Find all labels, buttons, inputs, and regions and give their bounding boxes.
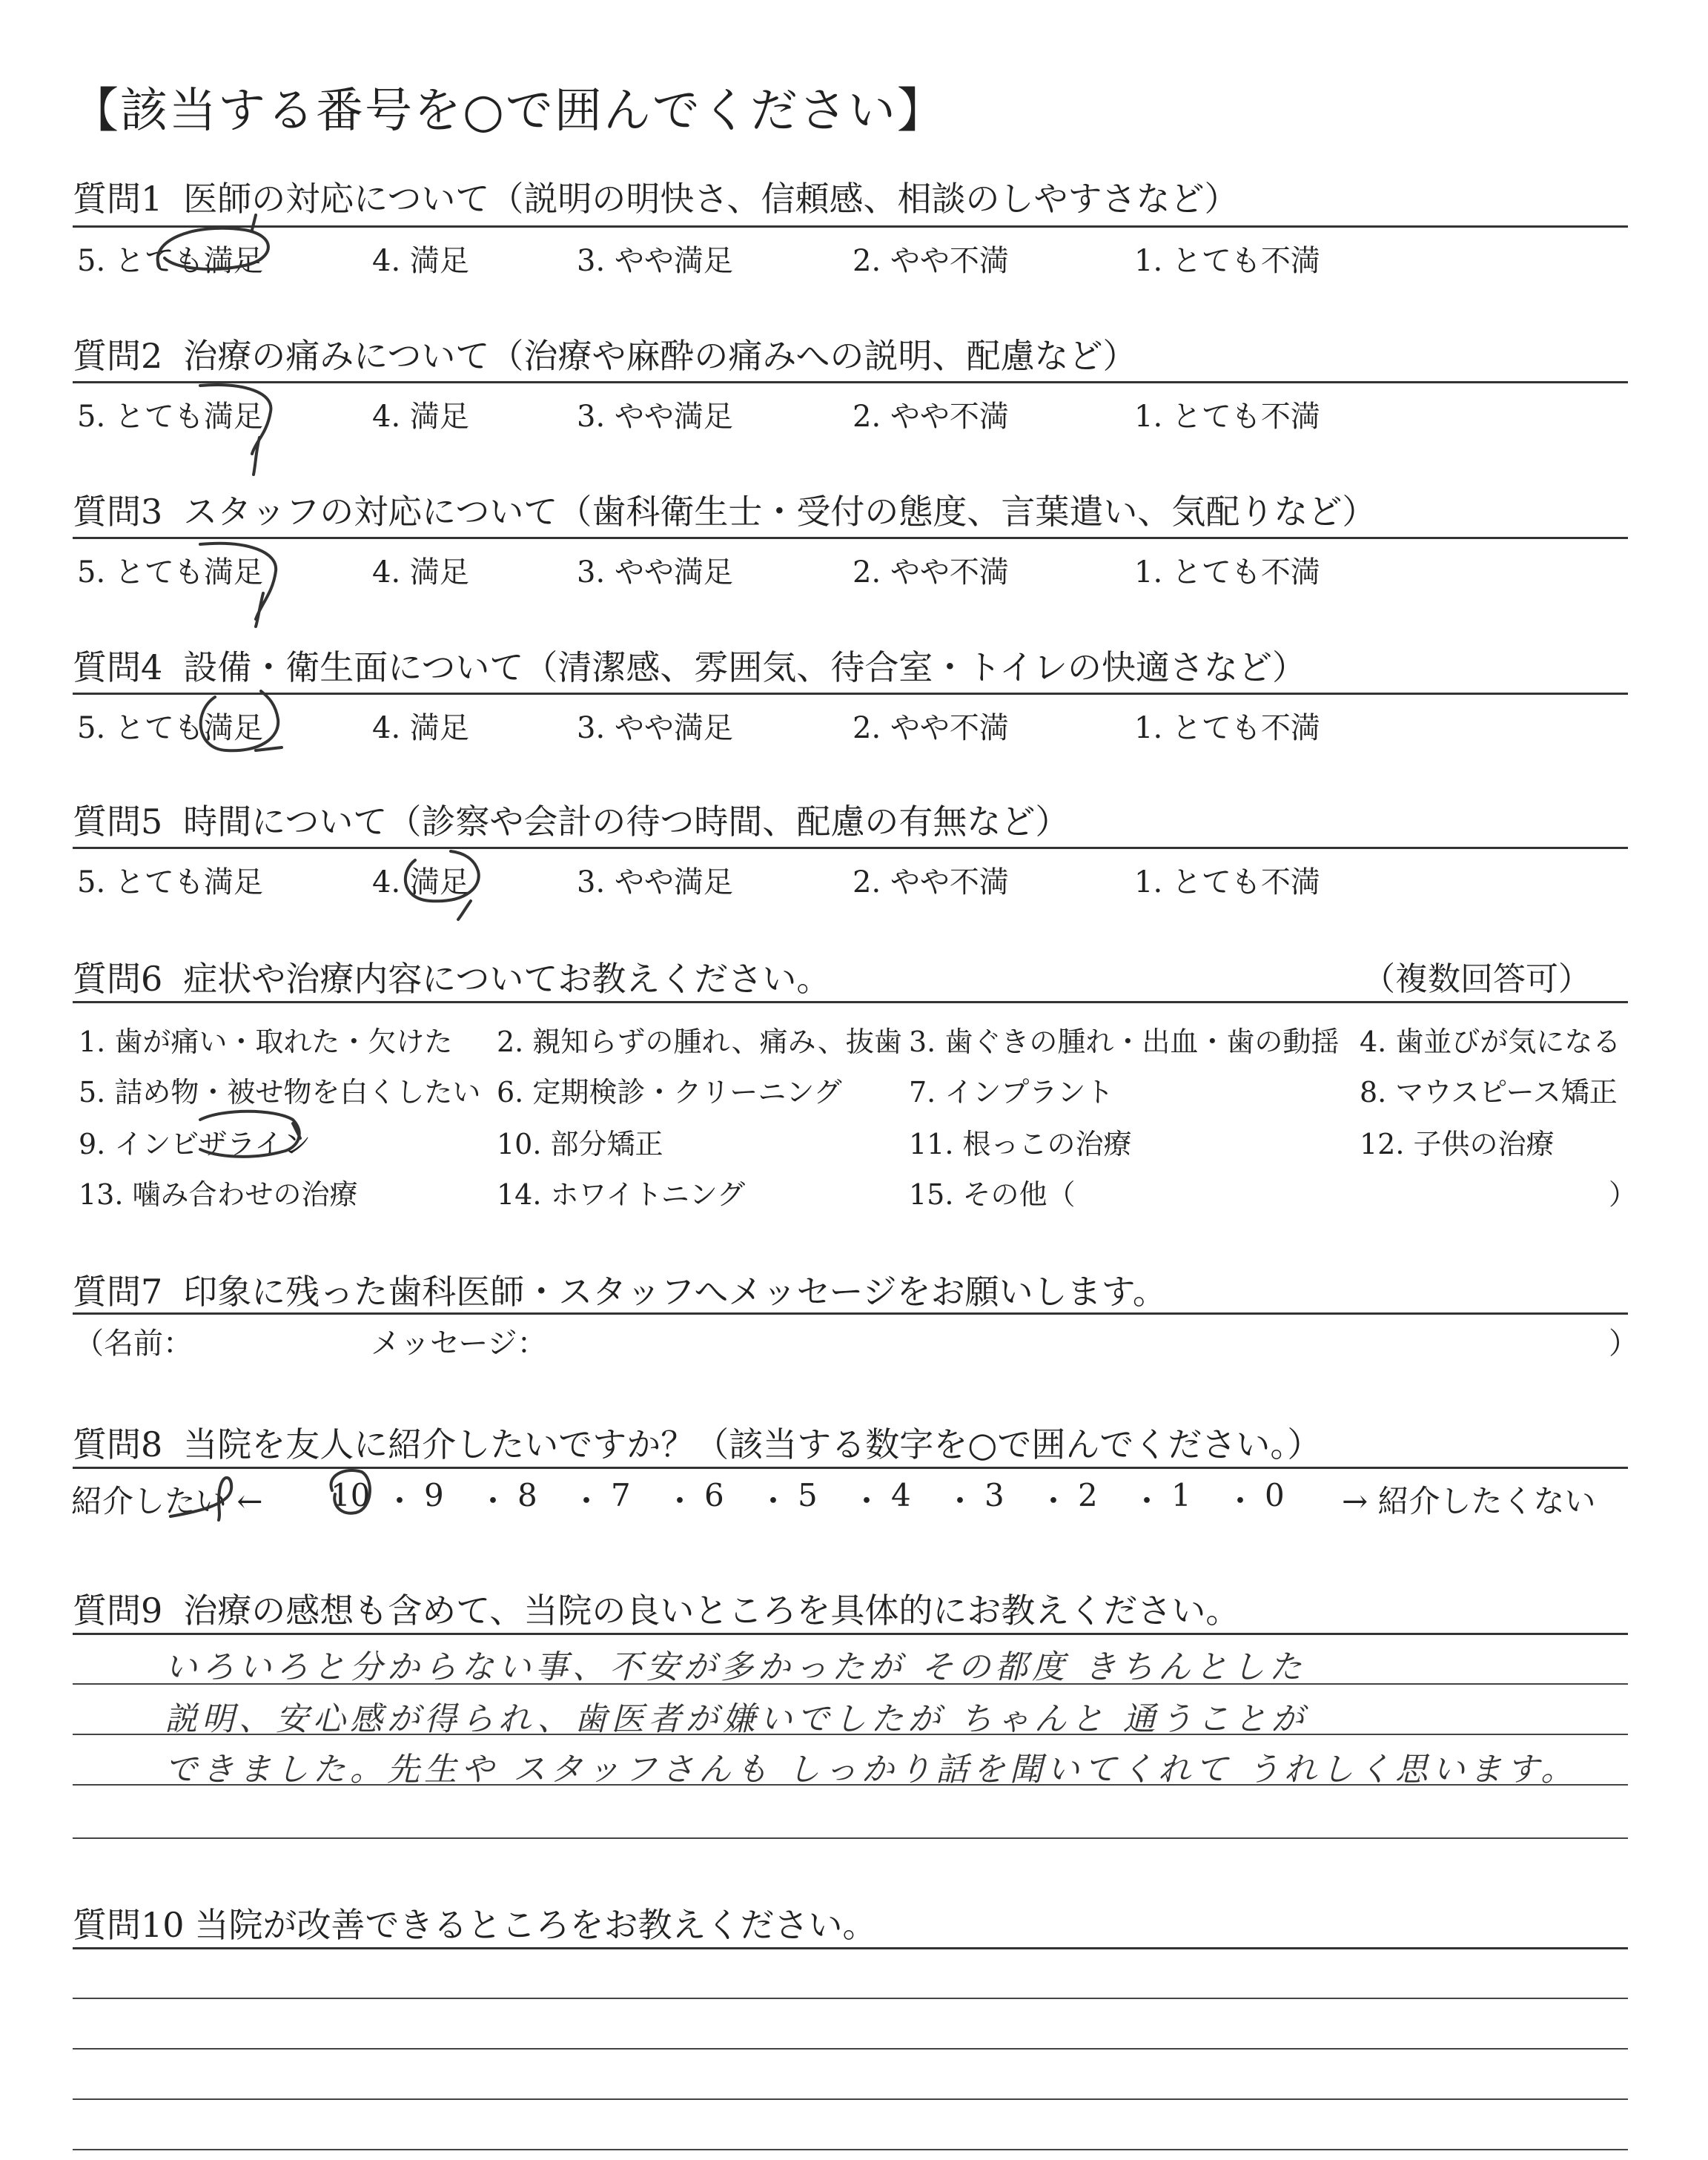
symptom-option-14[interactable]: 14. ホワイトニング — [497, 1178, 746, 1211]
scale-value-6[interactable]: 6 — [704, 1477, 724, 1513]
divider — [73, 537, 1628, 539]
recommend-label: 紹介したい ← — [71, 1483, 263, 1519]
symptom-option-7[interactable]: 7. インプラント — [909, 1076, 1114, 1109]
scale-separator: ・ — [477, 1483, 509, 1519]
option-4[interactable]: 4. 満足 — [372, 555, 469, 589]
scale-value-7[interactable]: 7 — [611, 1477, 631, 1513]
question-text: スタッフの対応について（歯科衛生士・受付の態度、言葉遣い、気配りなど） — [183, 492, 1377, 532]
multiple-answer-note: （複数回答可） — [1363, 960, 1591, 998]
question-text: 時間について（診察や会計の待つ時間、配慮の有無など） — [183, 802, 1070, 842]
symptom-option-15[interactable]: 15. その他（ — [909, 1178, 1076, 1211]
option-5[interactable]: 5. とても満足 — [77, 400, 263, 434]
question-text: 当院を友人に紹介したいですか？（該当する数字を○で囲んでください。） — [183, 1424, 1322, 1464]
option-1[interactable]: 1. とても不満 — [1134, 555, 1320, 589]
scale-value-9[interactable]: 9 — [424, 1477, 444, 1513]
scale-separator: ・ — [384, 1483, 416, 1519]
symptom-option-9[interactable]: 9. インビザライン — [79, 1128, 311, 1160]
option-4[interactable]: 4. 満足 — [372, 711, 469, 745]
scale-value-10[interactable]: 10 — [331, 1477, 371, 1513]
option-2[interactable]: 2. やや不満 — [853, 865, 1009, 899]
question-number: 質問1 — [73, 179, 163, 219]
option-4[interactable]: 4. 満足 — [372, 865, 469, 899]
question-text: 当院が改善できるところをお教えください。 — [194, 1905, 877, 1945]
question-number: 質問9 — [73, 1591, 163, 1631]
scale-separator: ・ — [944, 1483, 976, 1519]
symptom-option-5[interactable]: 5. 詰め物・被せ物を白くしたい — [79, 1076, 481, 1109]
option-5[interactable]: 5. とても満足 — [77, 555, 263, 589]
question-number: 質問8 — [73, 1424, 163, 1464]
question-number: 質問7 — [73, 1272, 163, 1312]
divider — [73, 847, 1628, 849]
question-3-title — [73, 485, 1376, 534]
name-label[interactable]: （名前： — [74, 1327, 193, 1361]
symptom-option-8[interactable]: 8. マウスピース矯正 — [1360, 1076, 1618, 1109]
question-10-title — [73, 1898, 877, 1947]
option-4[interactable]: 4. 満足 — [372, 400, 469, 434]
instruction-header: 【該当する番号を○で囲んでください】 — [71, 84, 946, 139]
divider — [73, 1312, 1628, 1315]
divider — [73, 693, 1628, 695]
not-recommend-label: → 紹介したくない — [1342, 1483, 1596, 1519]
question-6-title — [73, 952, 830, 1001]
option-2[interactable]: 2. やや不満 — [853, 400, 1009, 434]
question-5-title — [73, 795, 1069, 844]
option-3[interactable]: 3. やや満足 — [577, 555, 733, 589]
scale-value-4[interactable]: 4 — [891, 1477, 911, 1513]
question-number: 質問10 — [73, 1905, 185, 1945]
symptom-option-2[interactable]: 2. 親知らずの腫れ、痛み、抜歯 — [497, 1025, 902, 1058]
question-number: 質問3 — [73, 492, 163, 532]
option-3[interactable]: 3. やや満足 — [577, 711, 733, 745]
scale-separator: ・ — [1225, 1483, 1257, 1519]
divider — [73, 1467, 1628, 1469]
symptom-option-11[interactable]: 11. 根っこの治療 — [909, 1128, 1132, 1160]
answer-line[interactable] — [73, 2048, 1628, 2050]
option-1[interactable]: 1. とても不満 — [1134, 244, 1320, 278]
symptom-option-4[interactable]: 4. 歯並びが気になる — [1360, 1025, 1621, 1058]
question-text: 設備・衛生面について（清潔感、雰囲気、待合室・トイレの快適さなど） — [183, 647, 1307, 687]
symptom-option-12[interactable]: 12. 子供の治療 — [1360, 1128, 1555, 1160]
scale-separator: ・ — [1038, 1483, 1070, 1519]
divider — [73, 1947, 1628, 1949]
option-1[interactable]: 1. とても不満 — [1134, 400, 1320, 434]
scale-value-3[interactable]: 3 — [984, 1477, 1004, 1513]
scale-separator: ・ — [1131, 1483, 1163, 1519]
handwritten-answer-line-1[interactable]: いろいろと分からない事、不安が多かったが その都度 きちんとした — [165, 1648, 1306, 1686]
option-3[interactable]: 3. やや満足 — [577, 400, 733, 434]
question-number: 質問6 — [73, 959, 163, 999]
option-3[interactable]: 3. やや満足 — [577, 865, 733, 899]
scale-separator: ・ — [664, 1483, 696, 1519]
message-close-paren: ） — [1609, 1327, 1638, 1361]
symptom-option-6[interactable]: 6. 定期検診・クリーニング — [497, 1076, 842, 1109]
scale-value-5[interactable]: 5 — [798, 1477, 818, 1513]
question-4-title — [73, 641, 1306, 690]
question-9-title — [73, 1584, 1239, 1633]
symptom-option-10[interactable]: 10. 部分矯正 — [497, 1128, 663, 1160]
scale-value-8[interactable]: 8 — [517, 1477, 537, 1513]
question-number: 質問5 — [73, 802, 163, 842]
scale-separator: ・ — [758, 1483, 790, 1519]
symptom-option-13[interactable]: 13. 噛み合わせの治療 — [79, 1178, 358, 1211]
divider — [73, 381, 1628, 383]
symptom-option-3[interactable]: 3. 歯ぐきの腫れ・出血・歯の動揺 — [909, 1025, 1340, 1058]
handwritten-answer-line-2[interactable]: 説明、安心感が得られ、歯医者が嫌いでしたが ちゃんと 通うことが — [165, 1700, 1308, 1738]
option-1[interactable]: 1. とても不満 — [1134, 865, 1320, 899]
question-text: 印象に残った歯科医師・スタッフへメッセージをお願いします。 — [183, 1272, 1167, 1312]
divider — [73, 1633, 1628, 1635]
scale-value-2[interactable]: 2 — [1078, 1477, 1098, 1513]
symptom-option-1[interactable]: 1. 歯が痛い・取れた・欠けた — [79, 1025, 453, 1058]
question-1-title — [73, 172, 1239, 221]
handwritten-answer-line-3[interactable]: できました。先生や スタッフさんも しっかり話を聞いてくれて うれしく思います。 — [165, 1751, 1578, 1789]
option-5[interactable]: 5. とても満足 — [77, 865, 263, 899]
option-4[interactable]: 4. 満足 — [372, 244, 469, 278]
question-text: 治療の痛みについて（治療や麻酔の痛みへの説明、配慮など） — [183, 336, 1137, 376]
option-2[interactable]: 2. やや不満 — [853, 711, 1009, 745]
option-2[interactable]: 2. やや不満 — [853, 244, 1009, 278]
answer-line[interactable] — [73, 1998, 1628, 1999]
other-close-paren: ） — [1609, 1178, 1638, 1211]
divider — [73, 225, 1628, 228]
question-text: 治療の感想も含めて、当院の良いところを具体的にお教えください。 — [183, 1591, 1240, 1631]
question-text: 医師の対応について（説明の明快さ、信頼感、相談のしやすさなど） — [183, 179, 1239, 219]
option-1[interactable]: 1. とても不満 — [1134, 711, 1320, 745]
option-3[interactable]: 3. やや満足 — [577, 244, 733, 278]
answer-line[interactable] — [73, 2098, 1628, 2100]
scale-value-1[interactable]: 1 — [1171, 1477, 1191, 1513]
message-label[interactable]: メッセージ： — [371, 1327, 547, 1361]
option-2[interactable]: 2. やや不満 — [853, 555, 1009, 589]
question-2-title — [73, 329, 1136, 378]
scale-separator: ・ — [571, 1483, 603, 1519]
question-7-title — [73, 1265, 1167, 1314]
option-5[interactable]: 5. とても満足 — [77, 244, 263, 278]
scale-separator: ・ — [851, 1483, 883, 1519]
question-number: 質問4 — [73, 647, 163, 687]
divider — [73, 1001, 1628, 1003]
answer-line — [73, 1837, 1628, 1839]
answer-line[interactable] — [73, 2149, 1628, 2150]
question-8-title — [73, 1418, 1321, 1467]
question-number: 質問2 — [73, 336, 163, 376]
scale-value-0[interactable]: 0 — [1265, 1477, 1285, 1513]
question-text: 症状や治療内容についてお教えください。 — [183, 959, 831, 999]
option-5[interactable]: 5. とても満足 — [77, 711, 263, 745]
